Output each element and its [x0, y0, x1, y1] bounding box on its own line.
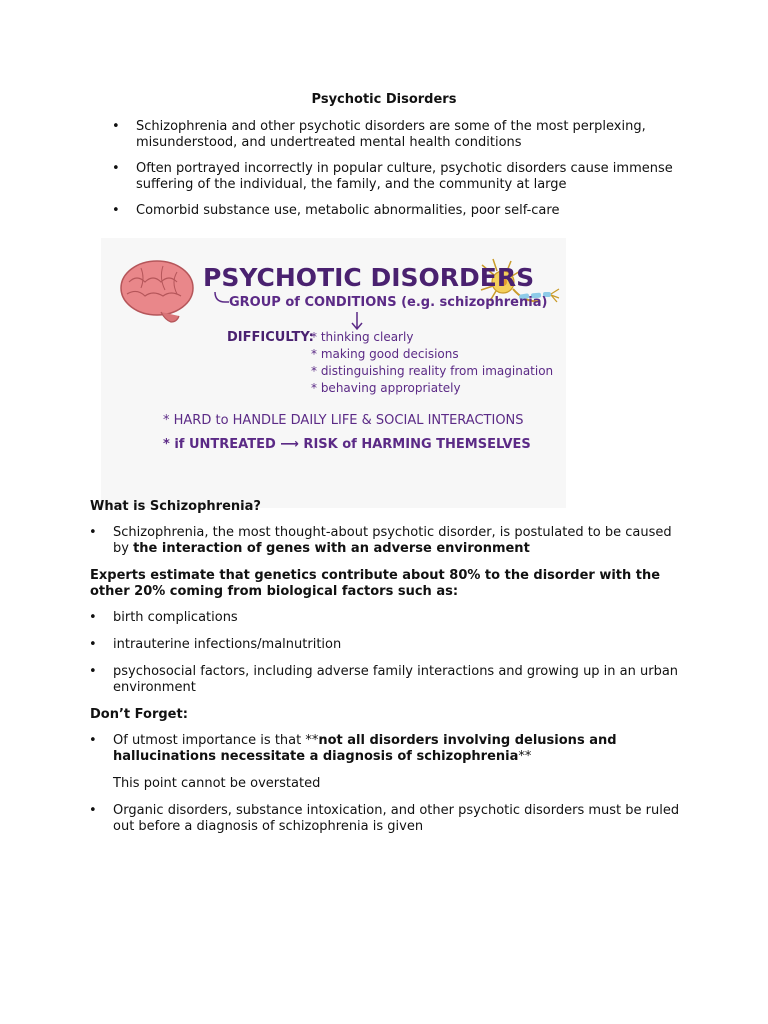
illustration-heading: PSYCHOTIC DISORDERS — [203, 263, 535, 292]
emphasis-note: This point cannot be overstated — [113, 776, 321, 791]
list-item-text: intrauterine infections/malnutrition — [113, 637, 342, 652]
bullet-glyph: • — [89, 803, 97, 818]
bullet-glyph: • — [89, 664, 97, 679]
list-item-text: birth complications — [113, 610, 238, 625]
list-item-text: Of utmost importance is that ** — [113, 733, 319, 748]
intro-bullet-list — [112, 119, 696, 229]
list-item-text: Schizophrenia and other psychotic disorders are some of the most perplexing, misunderstood, and undertreated mental health conditions — [136, 119, 646, 150]
difficulty-item: * thinking clearly — [311, 330, 414, 344]
difficulty-label: DIFFICULTY: — [227, 330, 314, 345]
section-heading-experts: Experts estimate that genetics contribute about 80% to the disorder with the other 20% coming from biological factors such as: — [90, 568, 661, 599]
list-item — [112, 161, 696, 193]
bullet-glyph: • — [89, 733, 97, 748]
list-item-text: Schizophrenia, the most thought-about psychotic disorder, is postulated to be caused by — [113, 525, 672, 556]
list-item — [89, 610, 683, 626]
psychotic-disorders-illustration — [101, 238, 566, 508]
what-is-bullet-list — [89, 525, 683, 567]
illustration-note: * HARD to HANDLE DAILY LIFE & SOCIAL INTERACTIONS — [163, 413, 524, 428]
illustration-svg — [101, 238, 566, 508]
list-item-text: Comorbid substance use, metabolic abnormalities, poor self-care — [136, 203, 560, 218]
down-arrow-icon — [352, 312, 362, 329]
list-item — [112, 119, 696, 151]
list-item — [112, 203, 696, 219]
list-item — [89, 664, 683, 696]
list-item — [89, 525, 683, 557]
list-item — [89, 803, 683, 835]
curved-arrow-icon — [215, 292, 229, 302]
list-item-text: ** — [518, 749, 532, 764]
list-item-bold-text: the interaction of genes with an adverse environment — [133, 541, 530, 556]
page-title: Psychotic Disorders — [311, 92, 457, 107]
list-item — [89, 637, 683, 653]
section-heading-dont-forget: Don’t Forget: — [90, 707, 188, 722]
illustration-subheading: GROUP of CONDITIONS (e.g. schizophrenia) — [229, 295, 548, 310]
difficulty-item: * distinguishing reality from imagination — [311, 364, 554, 378]
list-item-text: Organic disorders, substance intoxication, and other psychotic disorders must be ruled out before a diagnosis of schizophrenia is given — [113, 803, 680, 834]
dont-forget-bullet-list-2 — [89, 803, 683, 845]
difficulty-item: * making good decisions — [311, 347, 459, 361]
list-item — [89, 733, 683, 765]
section-heading-what-is: What is Schizophrenia? — [90, 499, 261, 514]
difficulty-item: * behaving appropriately — [311, 381, 461, 395]
bullet-glyph: • — [112, 203, 120, 218]
bullet-glyph: • — [89, 525, 97, 540]
list-item-text: psychosocial factors, including adverse family interactions and growing up in an urban environment — [113, 664, 679, 695]
bullet-glyph: • — [89, 610, 97, 625]
dont-forget-bullet-list — [89, 733, 683, 775]
list-item-text: Often portrayed incorrectly in popular culture, psychotic disorders cause immense suffering of the individual, the family, and the community at large — [136, 161, 673, 192]
bullet-glyph: • — [89, 637, 97, 652]
illustration-note: * if UNTREATED ⟶ RISK of HARMING THEMSELVES — [163, 437, 531, 452]
bullet-glyph: • — [112, 161, 120, 176]
bullet-glyph: • — [112, 119, 120, 134]
experts-bullet-list — [89, 610, 683, 706]
list-item-bold-text: not all disorders involving delusions and hallucinations necessitate a diagnosis of schizophrenia — [113, 733, 617, 764]
brain-icon — [121, 261, 193, 322]
